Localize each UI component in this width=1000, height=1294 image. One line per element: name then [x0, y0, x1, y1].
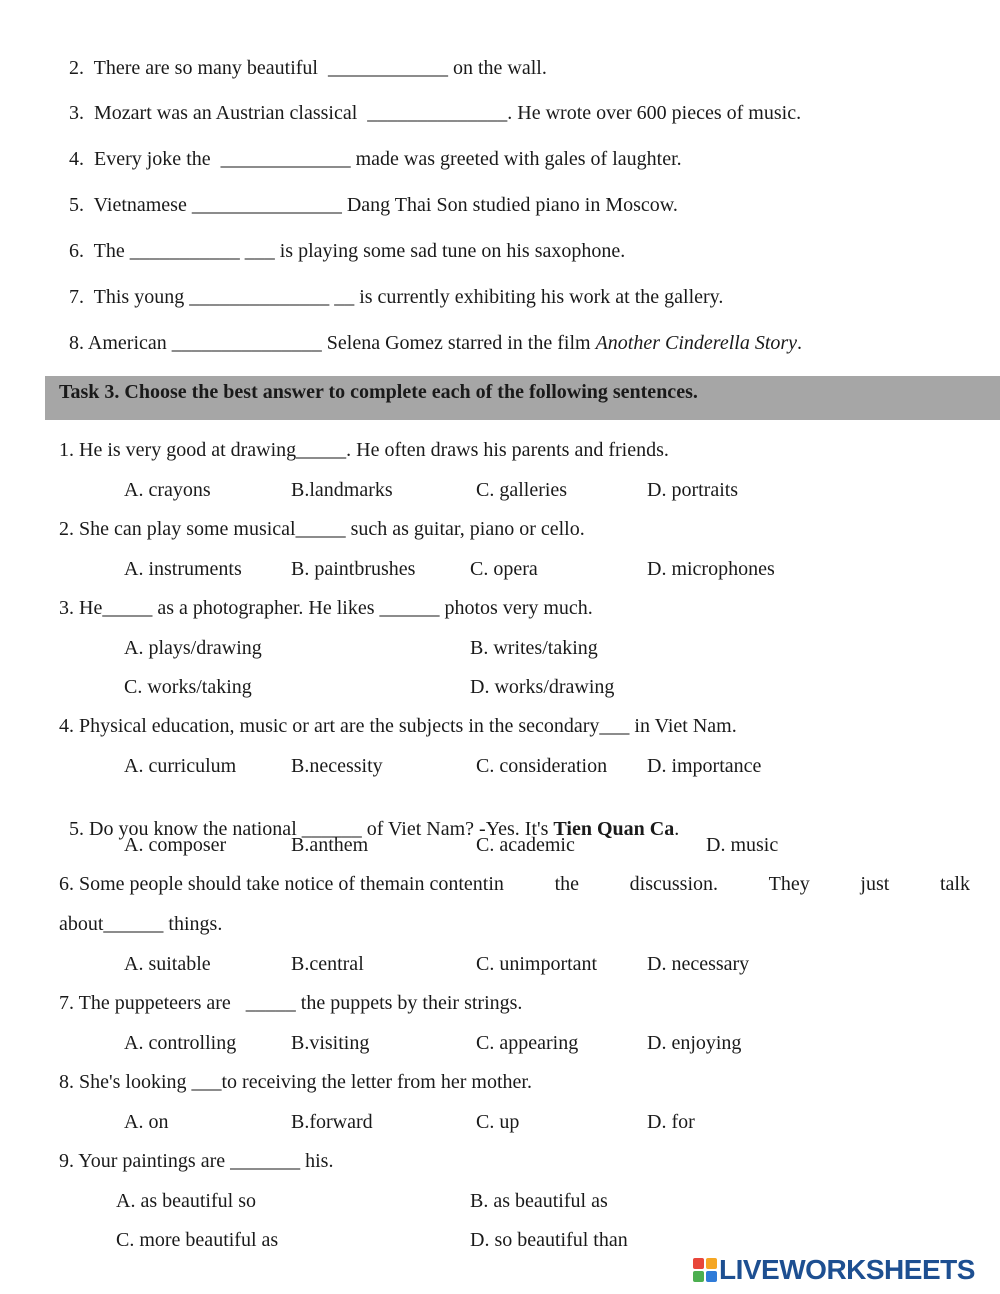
option-a[interactable]: A. suitable	[124, 953, 211, 975]
question-9: 9. Your paintings are _______ his.	[59, 1150, 334, 1172]
task2-item-6: 6. The ___________ ___ is playing some sad tune on his saxophone.	[69, 240, 626, 262]
question-8: 8. She's looking ___to receiving the letter from her mother.	[59, 1071, 532, 1093]
blank-input[interactable]: ____________	[328, 57, 448, 79]
logo-square-green	[693, 1271, 704, 1282]
question-1: 1. He is very good at drawing_____. He often draws his parents and friends.	[59, 439, 669, 461]
question-7: 7. The puppeteers are _____ the puppets by their strings.	[59, 992, 523, 1014]
option-c[interactable]: C. appearing	[476, 1032, 579, 1054]
option-d[interactable]: D. music	[706, 834, 779, 856]
option-b[interactable]: B.central	[291, 953, 364, 975]
task2-item-5: 5. Vietnamese _______________ Dang Thai Son studied piano in Moscow.	[69, 194, 678, 216]
option-c[interactable]: C. works/taking	[124, 676, 252, 698]
option-a[interactable]: A. as beautiful so	[116, 1190, 256, 1212]
option-b[interactable]: B.necessity	[291, 755, 383, 777]
option-c[interactable]: C. up	[476, 1111, 520, 1133]
option-d[interactable]: D. importance	[647, 755, 762, 777]
question-2: 2. She can play some musical_____ such as guitar, piano or cello.	[59, 518, 585, 540]
liveworksheets-logo	[693, 1254, 975, 1286]
blank-input[interactable]: ___________ ___	[129, 240, 275, 262]
logo-square-blue	[706, 1271, 717, 1282]
option-a[interactable]: A. plays/drawing	[124, 637, 262, 659]
question-5: 5. Do you know the national ______ of Viet Nam? -Yes. It's Tien Quan Ca.	[69, 818, 680, 840]
logo-text: LIVEWORKSHEETS	[719, 1254, 975, 1285]
option-b[interactable]: B.forward	[291, 1111, 373, 1133]
option-b[interactable]: B. as beautiful as	[470, 1190, 608, 1212]
option-a[interactable]: A. instruments	[124, 558, 242, 580]
option-a[interactable]: A. curriculum	[124, 755, 237, 777]
question-6: 6. Some people should take notice of themain contentin the discussion. They just talk	[59, 873, 970, 895]
question-6-line-2: about______ things.	[59, 913, 223, 935]
option-a[interactable]: A. composer	[124, 834, 227, 856]
question-4: 4. Physical education, music or art are the subjects in the secondary___ in Viet Nam.	[59, 715, 737, 737]
option-a[interactable]: A. crayons	[124, 479, 211, 501]
option-a[interactable]: A. on	[124, 1111, 169, 1133]
option-c[interactable]: C. academic	[476, 834, 575, 856]
task2-item-8: 8. American _______________ Selena Gomez starred in the film Another Cinderella Story.	[69, 332, 803, 354]
option-d[interactable]: D. portraits	[647, 479, 739, 501]
option-d[interactable]: D. for	[647, 1111, 695, 1133]
option-d[interactable]: D. works/drawing	[470, 676, 615, 698]
option-d[interactable]: D. so beautiful than	[470, 1229, 628, 1251]
logo-square-orange	[706, 1258, 717, 1269]
task2-item-2: 2. There are so many beautiful ____________ on the wall.	[69, 57, 547, 79]
blank-input[interactable]: ______________	[367, 102, 508, 124]
option-d[interactable]: D. enjoying	[647, 1032, 742, 1054]
option-c[interactable]: C. more beautiful as	[116, 1229, 279, 1251]
option-b[interactable]: B.visiting	[291, 1032, 370, 1054]
option-c[interactable]: C. opera	[470, 558, 538, 580]
option-b[interactable]: B. paintbrushes	[291, 558, 416, 580]
option-c[interactable]: C. unimportant	[476, 953, 598, 975]
logo-grid-icon	[693, 1258, 717, 1282]
option-b[interactable]: B.landmarks	[291, 479, 393, 501]
blank-input[interactable]: _______________	[191, 194, 342, 216]
option-b[interactable]: B. writes/taking	[470, 637, 598, 659]
blank-input[interactable]: _______________	[171, 332, 322, 354]
blank-input[interactable]: ______________ __	[189, 286, 355, 308]
task-title: Task 3. Choose the best answer to complete each of the following sentences.	[59, 381, 698, 403]
logo-square-red	[693, 1258, 704, 1269]
question-3: 3. He_____ as a photographer. He likes ______ photos very much.	[59, 597, 593, 619]
option-c[interactable]: C. galleries	[476, 479, 568, 501]
option-b[interactable]: B.anthem	[291, 834, 369, 856]
option-c[interactable]: C. consideration	[476, 755, 608, 777]
option-d[interactable]: D. microphones	[647, 558, 775, 580]
blank-input[interactable]: _____________	[220, 148, 351, 170]
task2-item-4: 4. Every joke the _____________ made was greeted with gales of laughter.	[69, 148, 682, 170]
option-a[interactable]: A. controlling	[124, 1032, 237, 1054]
task2-item-3: 3. Mozart was an Austrian classical ______________. He wrote over 600 pieces of music.	[69, 102, 802, 124]
task2-item-7: 7. This young ______________ __ is currently exhibiting his work at the gallery.	[69, 286, 724, 308]
option-d[interactable]: D. necessary	[647, 953, 750, 975]
